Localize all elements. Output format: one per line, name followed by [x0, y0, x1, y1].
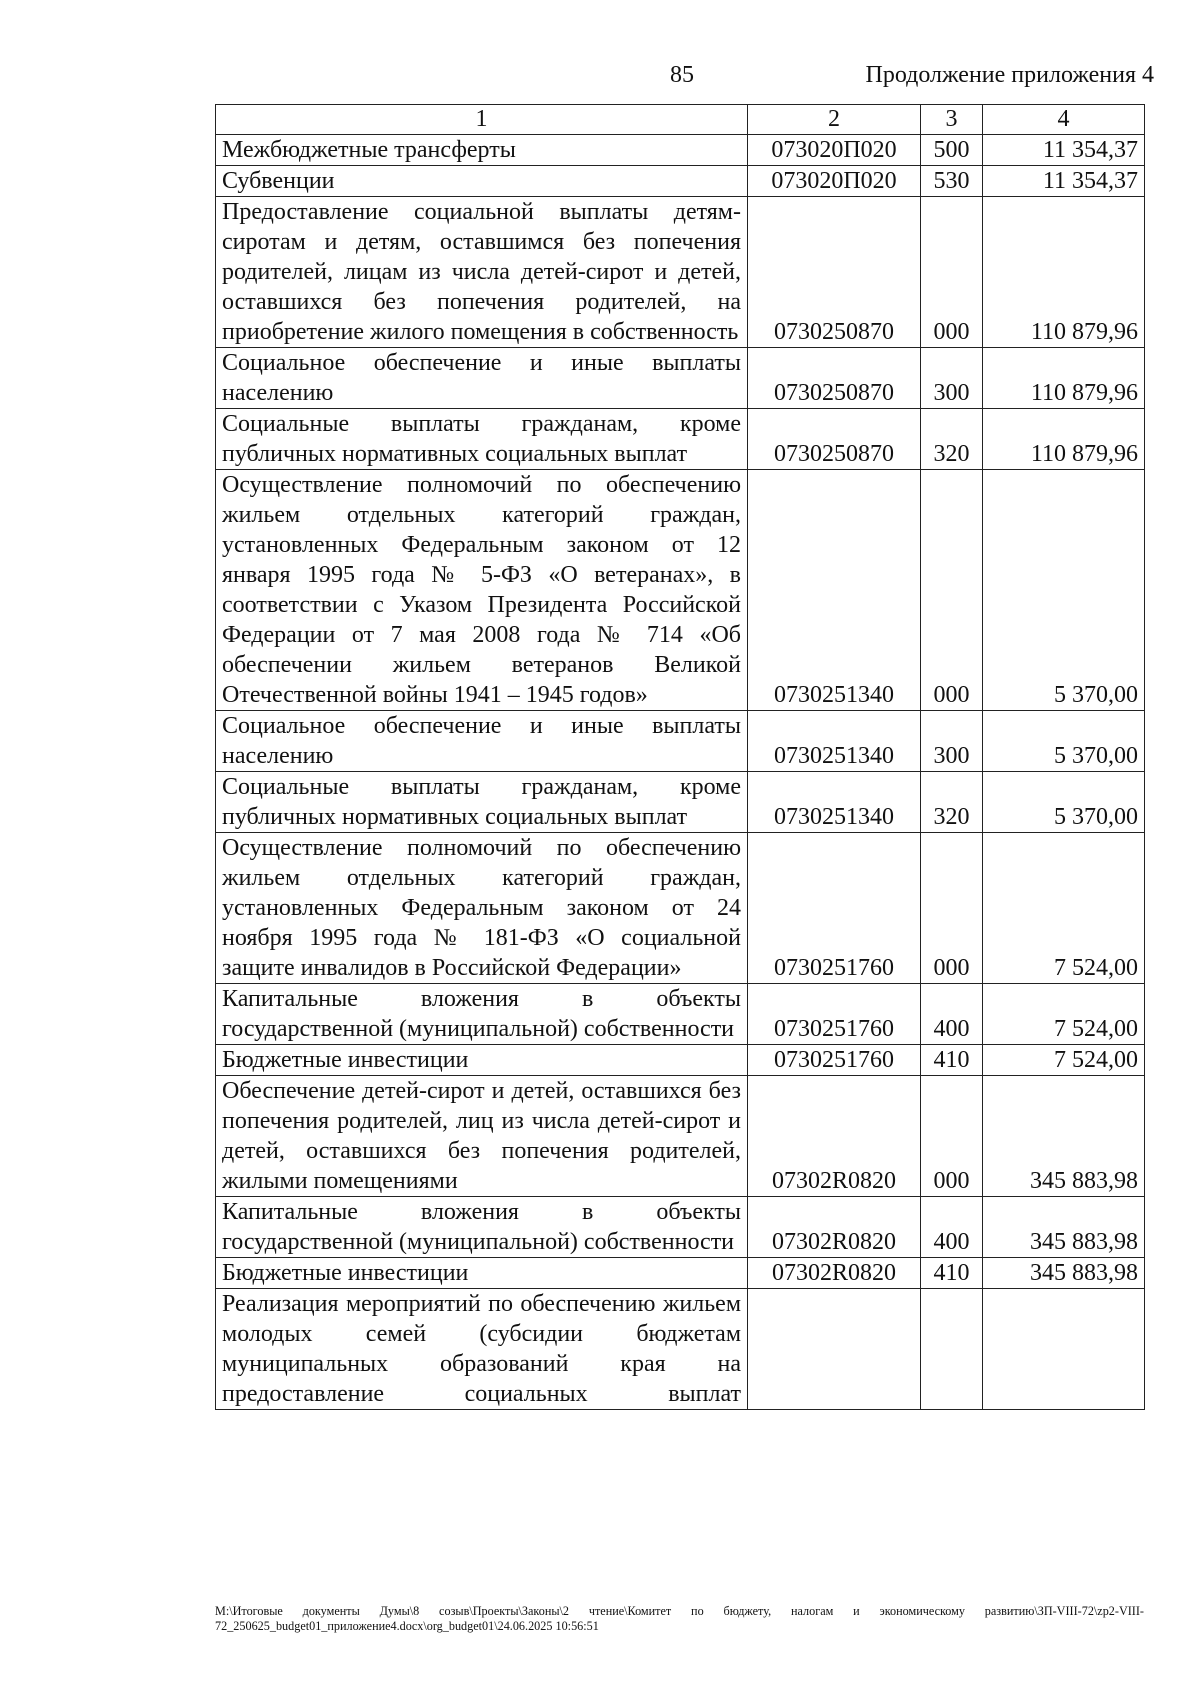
row-amount: 11 354,37 [983, 166, 1145, 197]
table-row [216, 1045, 1145, 1076]
row-amount: 110 879,96 [983, 197, 1145, 348]
row-name: Социальные выплаты гражданам, кроме публичных нормативных социальных выплат [216, 409, 748, 470]
row-expense-type: 530 [921, 166, 983, 197]
row-expense-type: 300 [921, 711, 983, 772]
row-code: 07302R0820 [748, 1258, 921, 1289]
row-name: Обеспечение детей-сирот и детей, оставшихся без попечения родителей, лиц из числа детей-сирот и детей, оставшихся без попечения родителей, жилыми помещениями [216, 1076, 748, 1197]
row-amount: 5 370,00 [983, 711, 1145, 772]
row-code: 0730251760 [748, 1045, 921, 1076]
row-amount: 7 524,00 [983, 1045, 1145, 1076]
row-amount: 5 370,00 [983, 470, 1145, 711]
continuation-title: Продолжение приложения 4 [865, 62, 1154, 88]
row-amount: 110 879,96 [983, 409, 1145, 470]
row-expense-type: 320 [921, 409, 983, 470]
table-row [216, 348, 1145, 409]
row-expense-type: 400 [921, 984, 983, 1045]
row-amount: 7 524,00 [983, 984, 1145, 1045]
table-row [216, 470, 1145, 711]
table-row [216, 409, 1145, 470]
row-expense-type: 320 [921, 772, 983, 833]
row-name: Социальное обеспечение и иные выплаты населению [216, 348, 748, 409]
row-name: Реализация мероприятий по обеспечению жильем молодых семей (субсидии бюджетам муниципальных образований края на предоставление социальных выплат [216, 1289, 748, 1410]
row-code: 0730250870 [748, 197, 921, 348]
row-amount: 345 883,98 [983, 1258, 1145, 1289]
row-name: Социальные выплаты гражданам, кроме публичных нормативных социальных выплат [216, 772, 748, 833]
row-amount: 7 524,00 [983, 833, 1145, 984]
row-expense-type: 410 [921, 1045, 983, 1076]
row-expense-type: 410 [921, 1258, 983, 1289]
row-amount: 5 370,00 [983, 772, 1145, 833]
row-code: 0730251760 [748, 984, 921, 1045]
row-code: 0730251760 [748, 833, 921, 984]
row-expense-type: 300 [921, 348, 983, 409]
row-code: 0730251340 [748, 711, 921, 772]
page-number: 85 [670, 62, 694, 88]
row-code: 0730251340 [748, 772, 921, 833]
row-name: Осуществление полномочий по обеспечению жильем отдельных категорий граждан, установленных Федеральным законом от 12 января 1995 года № 5-ФЗ «О ветеранах», в соответствии с Указом Президента Российской Федерации от 7 мая 2008 года № 714 «Об обеспечении жильем ветеранов Великой Отечественной войны 1941 – 1945 годов» [216, 470, 748, 711]
row-code: 073020П020 [748, 135, 921, 166]
row-name: Бюджетные инвестиции [216, 1045, 748, 1076]
row-expense-type: 000 [921, 197, 983, 348]
column-header-3: 3 [921, 105, 983, 135]
row-expense-type: 000 [921, 470, 983, 711]
row-name: Осуществление полномочий по обеспечению жильем отдельных категорий граждан, установленных Федеральным законом от 24 ноября 1995 года № 181-ФЗ «О социальной защите инвалидов в Российской Федерации» [216, 833, 748, 984]
table-row [216, 166, 1145, 197]
row-amount: 11 354,37 [983, 135, 1145, 166]
table-header-row [216, 105, 1145, 135]
row-amount: 345 883,98 [983, 1197, 1145, 1258]
table-row [216, 1076, 1145, 1197]
budget-table [215, 104, 1145, 1410]
table-row [216, 1289, 1145, 1410]
row-amount: 110 879,96 [983, 348, 1145, 409]
row-name: Капитальные вложения в объекты государственной (муниципальной) собственности [216, 1197, 748, 1258]
row-name: Капитальные вложения в объекты государственной (муниципальной) собственности [216, 984, 748, 1045]
row-code: 0730250870 [748, 348, 921, 409]
row-expense-type: 000 [921, 1076, 983, 1197]
file-path-footer: M:\Итоговые документы Думы\8 созыв\Проекты\Законы\2 чтение\Комитет по бюджету, налогам и экономическому развитию\ЗП-VIII-72\zp2-VIII-72_250625_budget01_приложение4.docx\org_budget01\24.06.2025 10:56:51 [215, 1604, 1144, 1633]
row-expense-type [921, 1289, 983, 1410]
table-row [216, 1197, 1145, 1258]
row-name: Субвенции [216, 166, 748, 197]
row-code: 0730251340 [748, 470, 921, 711]
row-name: Предоставление социальной выплаты детям-сиротам и детям, оставшимся без попечения родителей, лицам из числа детей-сирот и детей, оставшихся без попечения родителей, на приобретение жилого помещения в собственность [216, 197, 748, 348]
table-row [216, 135, 1145, 166]
row-amount: 345 883,98 [983, 1076, 1145, 1197]
row-expense-type: 500 [921, 135, 983, 166]
row-expense-type: 000 [921, 833, 983, 984]
row-amount [983, 1289, 1145, 1410]
column-header-1: 1 [216, 105, 748, 135]
table-row [216, 833, 1145, 984]
table-row [216, 197, 1145, 348]
column-header-2: 2 [748, 105, 921, 135]
table-row [216, 984, 1145, 1045]
table-row [216, 772, 1145, 833]
row-code [748, 1289, 921, 1410]
row-code: 0730250870 [748, 409, 921, 470]
row-name: Социальное обеспечение и иные выплаты населению [216, 711, 748, 772]
row-code: 073020П020 [748, 166, 921, 197]
table-row [216, 1258, 1145, 1289]
row-name: Бюджетные инвестиции [216, 1258, 748, 1289]
row-code: 07302R0820 [748, 1076, 921, 1197]
row-code: 07302R0820 [748, 1197, 921, 1258]
column-header-4: 4 [983, 105, 1145, 135]
row-expense-type: 400 [921, 1197, 983, 1258]
row-name: Межбюджетные трансферты [216, 135, 748, 166]
table-row [216, 711, 1145, 772]
